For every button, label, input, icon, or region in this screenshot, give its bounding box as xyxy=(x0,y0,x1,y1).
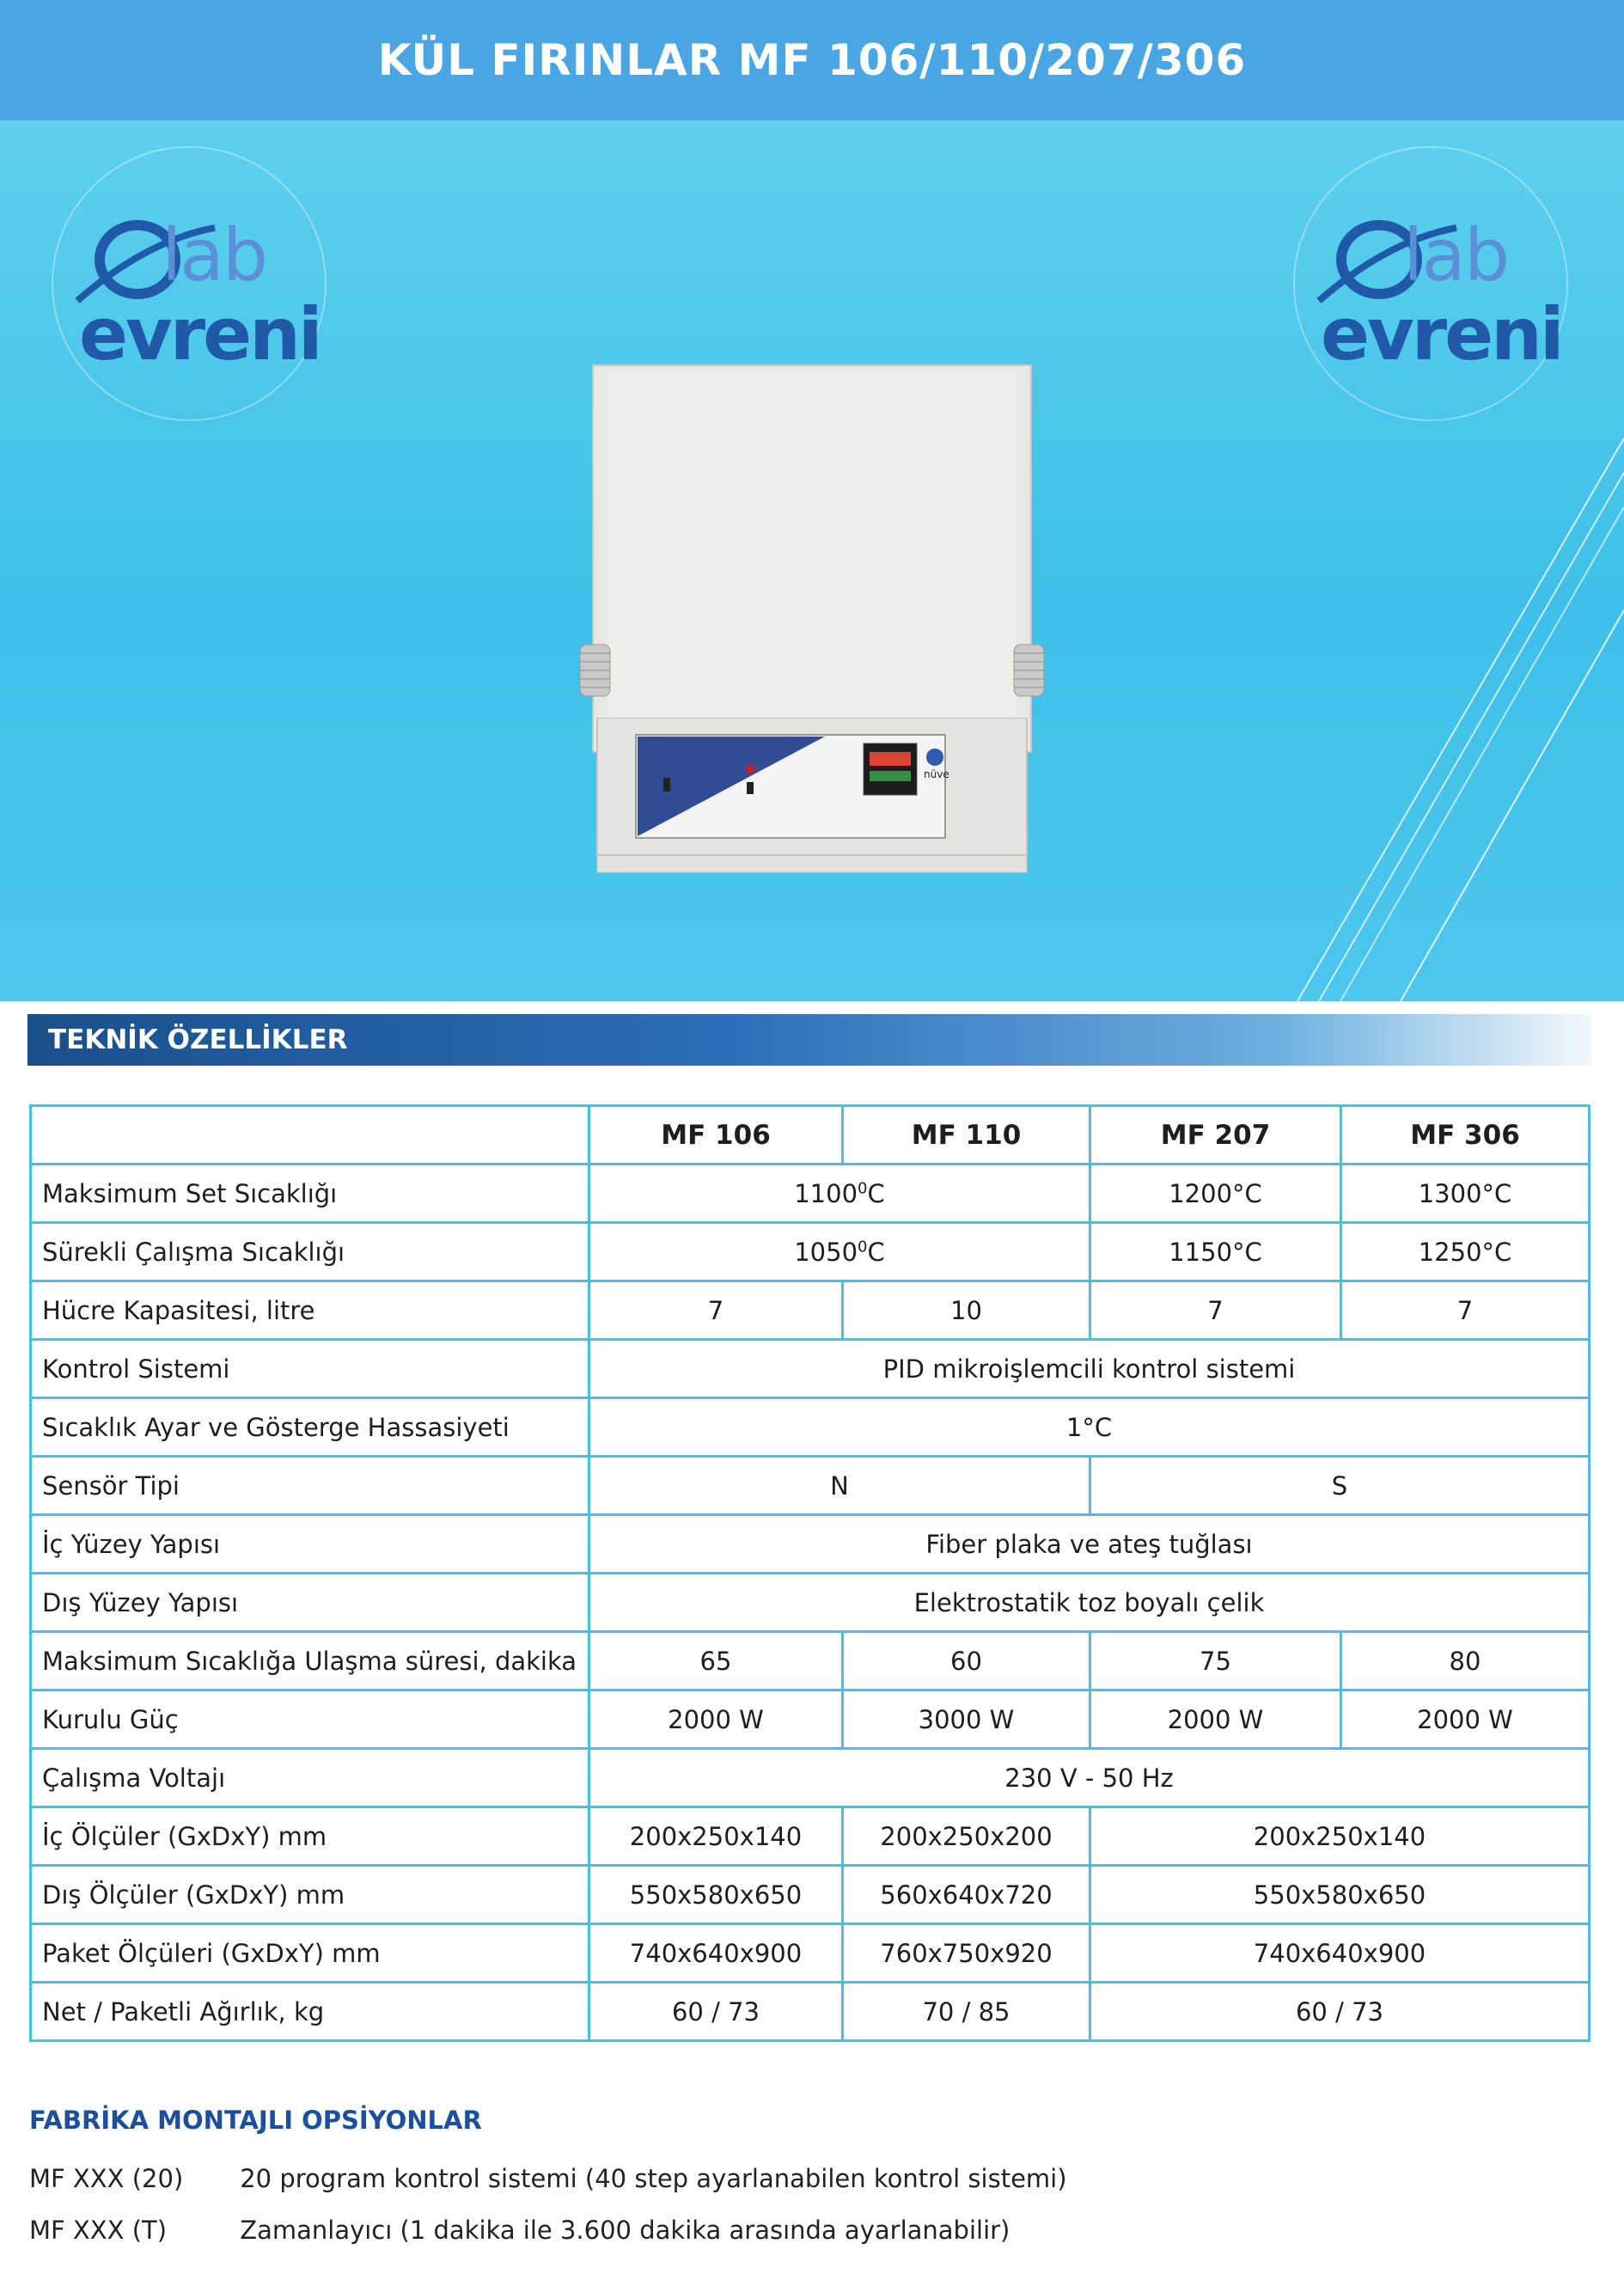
table-cell: 230 V - 50 Hz xyxy=(589,1749,1590,1807)
indicator-light-icon xyxy=(746,765,754,773)
control-base xyxy=(567,718,1057,864)
table-cell: 60 xyxy=(843,1632,1090,1690)
table-row xyxy=(31,1398,1590,1457)
logo-brand-text: evreni xyxy=(79,292,321,376)
section-title: TEKNİK ÖZELLİKLER xyxy=(48,1024,348,1055)
table-cell: 70 / 85 xyxy=(843,1983,1090,2041)
row-label: Sensör Tipi xyxy=(31,1457,589,1515)
table-row xyxy=(31,1574,1590,1632)
row-label: Kontrol Sistemi xyxy=(31,1340,589,1398)
row-label: Sıcaklık Ayar ve Gösterge Hassasiyeti xyxy=(31,1398,589,1457)
table-row xyxy=(31,1690,1590,1749)
table-cell: 1200°C xyxy=(1090,1165,1341,1223)
table-cell: 200x250x140 xyxy=(1090,1807,1590,1866)
option-item xyxy=(29,2164,1067,2193)
table-cell: Fiber plaka ve ateş tuğlası xyxy=(589,1515,1590,1574)
table-cell: 2000 W xyxy=(1341,1690,1590,1749)
table-cell: 10 xyxy=(843,1281,1090,1340)
table-cell: 740x640x900 xyxy=(1090,1924,1590,1983)
row-label: İç Ölçüler (GxDxY) mm xyxy=(31,1807,589,1866)
logo-lab-text: lab xyxy=(162,213,267,297)
row-label: Sürekli Çalışma Sıcaklığı xyxy=(31,1223,589,1281)
table-cell: PID mikroişlemcili kontrol sistemi xyxy=(589,1340,1590,1398)
table-row xyxy=(31,1983,1590,2041)
table-cell: 760x750x920 xyxy=(843,1924,1090,1983)
table-cell: 1250°C xyxy=(1341,1223,1590,1281)
table-cell: 65 xyxy=(589,1632,843,1690)
table-cell: 200x250x200 xyxy=(843,1807,1090,1866)
table-cell: N xyxy=(589,1457,1090,1515)
row-label: Maksimum Set Sıcaklığı xyxy=(31,1165,589,1223)
row-label: Dış Yüzey Yapısı xyxy=(31,1574,589,1632)
table-cell: 3000 W xyxy=(843,1690,1090,1749)
row-label: Maksimum Sıcaklığa Ulaşma süresi, dakika xyxy=(31,1632,589,1690)
logo-brand-text: evreni xyxy=(1321,292,1562,376)
hinge-right xyxy=(1014,645,1044,696)
table-row xyxy=(31,1924,1590,1983)
table-cell: 75 xyxy=(1090,1632,1341,1690)
table-row xyxy=(31,1281,1590,1340)
row-label: Net / Paketli Ağırlık, kg xyxy=(31,1983,589,2041)
table-row xyxy=(31,1515,1590,1574)
table-cell: 1150°C xyxy=(1090,1223,1341,1281)
logo-left xyxy=(52,146,327,421)
options-title: FABRİKA MONTAJLI OPSİYONLAR xyxy=(29,2106,482,2135)
table-cell: 550x580x650 xyxy=(1090,1866,1590,1924)
table-cell: 2000 W xyxy=(1090,1690,1341,1749)
table-cell: 1°C xyxy=(589,1398,1590,1457)
hero-banner xyxy=(0,120,1624,1001)
table-row xyxy=(31,1632,1590,1690)
title-bar xyxy=(0,0,1624,120)
header-empty-cell xyxy=(31,1106,589,1165)
row-label: Çalışma Voltajı xyxy=(31,1749,589,1807)
table-row xyxy=(31,1807,1590,1866)
table-cell: 200x250x140 xyxy=(589,1807,843,1866)
table-cell: 740x640x900 xyxy=(589,1924,843,1983)
table-cell: 1100$^0$C xyxy=(589,1165,1090,1223)
row-label: İç Yüzey Yapısı xyxy=(31,1515,589,1574)
header-model: MF 207 xyxy=(1090,1106,1341,1165)
option-code: MF XXX (20) xyxy=(29,2164,184,2193)
table-cell: 560x640x720 xyxy=(843,1866,1090,1924)
table-cell: 7 xyxy=(1090,1281,1341,1340)
hinge-left xyxy=(580,645,610,696)
option-code: MF XXX (T) xyxy=(29,2216,168,2245)
table-cell: 2000 W xyxy=(589,1690,843,1749)
table-row xyxy=(31,1223,1590,1281)
row-label: Dış Ölçüler (GxDxY) mm xyxy=(31,1866,589,1924)
table-cell: 60 / 73 xyxy=(1090,1983,1590,2041)
power-switch-icon xyxy=(663,778,670,792)
table-cell: 7 xyxy=(1341,1281,1590,1340)
header-model: MF 106 xyxy=(589,1106,843,1165)
header-model: MF 110 xyxy=(843,1106,1090,1165)
table-row xyxy=(31,1457,1590,1515)
header-model: MF 306 xyxy=(1341,1106,1590,1165)
logo-lab-text: lab xyxy=(1403,213,1509,297)
table-row xyxy=(31,1866,1590,1924)
row-label: Paket Ölçüleri (GxDxY) mm xyxy=(31,1924,589,1983)
table-cell: 1050$^0$C xyxy=(589,1223,1090,1281)
table-cell: Elektrostatik toz boyalı çelik xyxy=(589,1574,1590,1632)
table-cell: 60 / 73 xyxy=(589,1983,843,2041)
table-cell: 80 xyxy=(1341,1632,1590,1690)
table-row xyxy=(31,1749,1590,1807)
controller-display-icon xyxy=(864,743,917,795)
row-label: Kurulu Güç xyxy=(31,1690,589,1749)
brand-mark: nüve xyxy=(924,768,949,780)
spec-table xyxy=(29,1104,1590,2042)
page-title: KÜL FIRINLAR MF 106/110/207/306 xyxy=(377,35,1247,85)
option-description: 20 program kontrol sistemi (40 step ayarlanabilen kontrol sistemi) xyxy=(240,2164,1067,2193)
table-row xyxy=(31,1340,1590,1398)
table-cell: 7 xyxy=(589,1281,843,1340)
logo-right xyxy=(1293,146,1568,421)
brand-logo-icon xyxy=(926,749,943,766)
row-label: Hücre Kapasitesi, litre xyxy=(31,1281,589,1340)
option-item xyxy=(29,2216,1010,2245)
table-cell: 1300°C xyxy=(1341,1165,1590,1223)
option-description: Zamanlayıcı (1 dakika ile 3.600 dakika arasında ayarlanabilir) xyxy=(240,2216,1010,2245)
table-row xyxy=(31,1165,1590,1223)
section-header xyxy=(27,1014,1591,1066)
table-cell: S xyxy=(1090,1457,1590,1515)
table-header-row xyxy=(31,1106,1590,1165)
table-cell: 550x580x650 xyxy=(589,1866,843,1924)
